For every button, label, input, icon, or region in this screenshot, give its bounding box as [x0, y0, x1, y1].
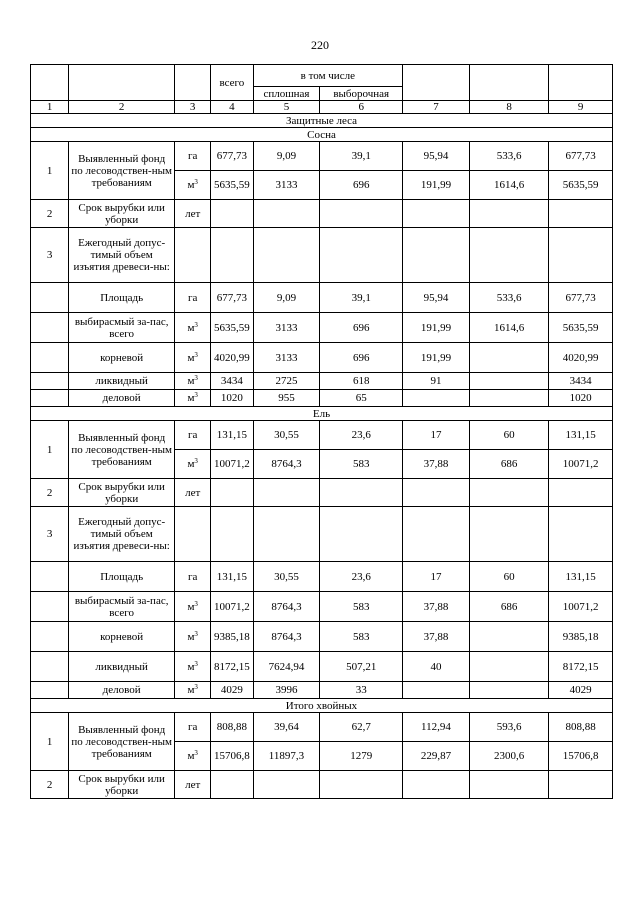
empty-cell — [549, 479, 613, 507]
empty-cell — [31, 373, 69, 390]
value-cell: 15706,8 — [549, 742, 613, 771]
unit-text: м — [187, 179, 195, 191]
value-cell: 5635,59 — [549, 313, 613, 343]
table-row — [31, 228, 613, 283]
value-cell: 533,6 — [469, 283, 549, 313]
value-cell — [403, 682, 470, 699]
unit-cell: лет — [175, 771, 211, 799]
row-number: 3 — [31, 507, 69, 562]
section-title-spruce: Ель — [31, 407, 613, 421]
value-cell: 9,09 — [253, 283, 320, 313]
value-cell: 3133 — [253, 171, 320, 200]
empty-cell — [211, 228, 253, 283]
empty-cell — [403, 771, 470, 799]
value-cell: 686 — [469, 450, 549, 479]
value-cell: 112,94 — [403, 713, 470, 742]
value-cell: 808,88 — [549, 713, 613, 742]
empty-cell — [31, 592, 69, 622]
unit-text: м — [187, 660, 195, 673]
empty-cell — [253, 771, 320, 799]
empty-cell — [253, 479, 320, 507]
value-cell: 3133 — [253, 313, 320, 343]
table-row — [31, 200, 613, 228]
value-cell: 10071,2 — [211, 592, 253, 622]
table-row — [31, 283, 613, 313]
value-cell: 677,73 — [549, 142, 613, 171]
empty-cell — [211, 479, 253, 507]
empty-cell — [253, 507, 320, 562]
unit-exponent: 3 — [194, 320, 198, 329]
unit-exponent: 3 — [194, 599, 198, 608]
value-cell: 131,15 — [211, 421, 253, 450]
row-number: 2 — [31, 200, 69, 228]
value-cell: 191,99 — [403, 343, 470, 373]
table-row — [31, 771, 613, 799]
empty-cell — [320, 771, 403, 799]
value-cell: 3133 — [253, 343, 320, 373]
value-cell: 191,99 — [403, 313, 470, 343]
value-cell: 60 — [469, 562, 549, 592]
value-cell: 39,1 — [320, 283, 403, 313]
value-cell: 8172,15 — [211, 652, 253, 682]
empty-cell — [175, 228, 211, 283]
empty-cell — [469, 479, 549, 507]
value-cell: 17 — [403, 421, 470, 450]
value-cell — [469, 682, 549, 699]
empty-cell — [469, 771, 549, 799]
table-row — [31, 652, 613, 682]
value-cell: 677,73 — [549, 283, 613, 313]
section-title-protective: Защитные леса — [31, 114, 613, 128]
value-cell: 696 — [320, 343, 403, 373]
section-title-pine: Сосна — [31, 128, 613, 142]
empty-cell — [31, 343, 69, 373]
header-empty — [175, 65, 211, 101]
empty-cell — [403, 200, 470, 228]
value-cell: 131,15 — [549, 562, 613, 592]
row-label: Площадь — [69, 283, 175, 313]
value-cell: 677,73 — [211, 142, 253, 171]
value-cell: 9385,18 — [549, 622, 613, 652]
unit-cell — [175, 373, 211, 390]
table-row — [31, 713, 613, 742]
row-label: корневой — [69, 622, 175, 652]
row-label: корневой — [69, 343, 175, 373]
row-label: выбирасмый за-пас, всего — [69, 592, 175, 622]
value-cell: 5635,59 — [549, 171, 613, 200]
empty-cell — [469, 228, 549, 283]
header-v-tom-chisle: в том числе — [253, 65, 402, 87]
value-cell: 9,09 — [253, 142, 320, 171]
column-number: 3 — [175, 101, 211, 114]
value-cell: 131,15 — [211, 562, 253, 592]
value-cell: 95,94 — [403, 283, 470, 313]
forest-fund-table — [30, 64, 613, 799]
table-row — [31, 562, 613, 592]
header-sploshnaya: сплошная — [253, 87, 320, 101]
empty-cell — [403, 479, 470, 507]
table-row — [31, 682, 613, 699]
empty-cell — [31, 283, 69, 313]
header-empty — [69, 65, 175, 101]
value-cell: 1020 — [211, 390, 253, 407]
empty-cell — [31, 622, 69, 652]
empty-cell — [253, 228, 320, 283]
row-label: Площадь — [69, 562, 175, 592]
value-cell: 10071,2 — [211, 450, 253, 479]
row-label: Ежегодный допус-тимый объем изъятия древеси-ны: — [69, 228, 175, 283]
table-row — [31, 142, 613, 171]
column-number: 4 — [211, 101, 253, 114]
value-cell — [469, 373, 549, 390]
empty-cell — [549, 228, 613, 283]
empty-cell — [211, 507, 253, 562]
value-cell: 4020,99 — [211, 343, 253, 373]
unit-cell: га — [175, 283, 211, 313]
empty-cell — [403, 228, 470, 283]
empty-cell — [403, 507, 470, 562]
value-cell: 9385,18 — [211, 622, 253, 652]
empty-cell — [549, 200, 613, 228]
column-number: 5 — [253, 101, 320, 114]
value-cell: 8172,15 — [549, 652, 613, 682]
unit-cell — [175, 450, 211, 479]
row-label: Выявленный фонд по лесоводствен-ным требованиям — [69, 142, 175, 200]
unit-cell — [175, 171, 211, 200]
row-number: 2 — [31, 479, 69, 507]
table-row — [31, 622, 613, 652]
row-number: 1 — [31, 142, 69, 200]
value-cell: 8764,3 — [253, 450, 320, 479]
empty-cell — [211, 771, 253, 799]
unit-exponent: 3 — [194, 629, 198, 638]
value-cell: 37,88 — [403, 622, 470, 652]
unit-exponent: 3 — [194, 749, 198, 757]
value-cell: 11897,3 — [253, 742, 320, 771]
value-cell: 4029 — [211, 682, 253, 699]
unit-cell — [175, 652, 211, 682]
value-cell: 23,6 — [320, 421, 403, 450]
row-label: Выявленный фонд по лесоводствен-ным требованиям — [69, 421, 175, 479]
value-cell: 40 — [403, 652, 470, 682]
header-empty — [549, 65, 613, 101]
empty-cell — [31, 313, 69, 343]
empty-cell — [549, 507, 613, 562]
unit-text: м — [187, 351, 195, 364]
value-cell: 39,1 — [320, 142, 403, 171]
unit-text: м — [187, 321, 195, 334]
unit-cell — [175, 682, 211, 699]
value-cell: 39,64 — [253, 713, 320, 742]
row-label: Срок вырубки или уборки — [69, 771, 175, 799]
column-number: 6 — [320, 101, 403, 114]
table-row — [31, 390, 613, 407]
unit-text: м — [187, 392, 195, 404]
value-cell: 3434 — [549, 373, 613, 390]
header-vsego: всего — [211, 65, 253, 101]
unit-cell: лет — [175, 479, 211, 507]
unit-text: м — [187, 375, 195, 387]
value-cell: 3996 — [253, 682, 320, 699]
column-number: 9 — [549, 101, 613, 114]
value-cell — [403, 390, 470, 407]
value-cell — [469, 390, 549, 407]
unit-text: м — [187, 458, 195, 470]
value-cell: 808,88 — [211, 713, 253, 742]
value-cell: 533,6 — [469, 142, 549, 171]
table-row — [31, 421, 613, 450]
unit-exponent: 3 — [194, 350, 198, 359]
value-cell: 33 — [320, 682, 403, 699]
unit-exponent: 3 — [194, 374, 198, 382]
row-number: 2 — [31, 771, 69, 799]
table-row — [31, 507, 613, 562]
value-cell: 10071,2 — [549, 592, 613, 622]
section-title-conifer-total: Итого хвойных — [31, 699, 613, 713]
unit-exponent: 3 — [194, 178, 198, 186]
value-cell: 2725 — [253, 373, 320, 390]
value-cell: 583 — [320, 622, 403, 652]
value-cell: 4020,99 — [549, 343, 613, 373]
value-cell: 30,55 — [253, 562, 320, 592]
empty-cell — [320, 228, 403, 283]
value-cell: 65 — [320, 390, 403, 407]
unit-cell — [175, 742, 211, 771]
value-cell: 1614,6 — [469, 171, 549, 200]
empty-cell — [31, 652, 69, 682]
value-cell: 2300,6 — [469, 742, 549, 771]
section-title-row — [31, 114, 613, 128]
header-vyborochnaya: выборочная — [320, 87, 403, 101]
table-row — [31, 373, 613, 390]
value-cell: 95,94 — [403, 142, 470, 171]
unit-text: м — [187, 600, 195, 613]
unit-exponent: 3 — [194, 683, 198, 691]
unit-cell: га — [175, 421, 211, 450]
unit-text: м — [187, 750, 195, 762]
value-cell: 8764,3 — [253, 622, 320, 652]
value-cell: 62,7 — [320, 713, 403, 742]
empty-cell — [549, 771, 613, 799]
row-label: Срок вырубки или уборки — [69, 479, 175, 507]
unit-cell — [175, 343, 211, 373]
row-label: ликвидный — [69, 652, 175, 682]
unit-text: м — [187, 684, 195, 696]
row-number: 3 — [31, 228, 69, 283]
section-title-row — [31, 699, 613, 713]
value-cell: 37,88 — [403, 592, 470, 622]
value-cell: 618 — [320, 373, 403, 390]
value-cell: 1020 — [549, 390, 613, 407]
value-cell: 23,6 — [320, 562, 403, 592]
page-number: 220 — [311, 38, 329, 52]
unit-cell: га — [175, 142, 211, 171]
unit-exponent: 3 — [194, 457, 198, 465]
value-cell: 1614,6 — [469, 313, 549, 343]
empty-cell — [469, 200, 549, 228]
unit-exponent: 3 — [194, 659, 198, 668]
unit-cell — [175, 390, 211, 407]
unit-text: м — [187, 630, 195, 643]
empty-cell — [320, 507, 403, 562]
row-label: Ежегодный допус-тимый объем изъятия древеси-ны: — [69, 507, 175, 562]
column-number: 8 — [469, 101, 549, 114]
header-empty — [403, 65, 470, 101]
column-number: 7 — [403, 101, 470, 114]
table-row — [31, 343, 613, 373]
row-label: ликвидный — [69, 373, 175, 390]
value-cell: 686 — [469, 592, 549, 622]
unit-cell: га — [175, 562, 211, 592]
column-number-row — [31, 101, 613, 114]
empty-cell — [31, 390, 69, 407]
table-row — [31, 479, 613, 507]
value-cell: 91 — [403, 373, 470, 390]
header-empty — [31, 65, 69, 101]
value-cell: 593,6 — [469, 713, 549, 742]
header-row — [31, 65, 613, 87]
empty-cell — [31, 562, 69, 592]
value-cell — [469, 343, 549, 373]
unit-cell — [175, 592, 211, 622]
empty-cell — [211, 200, 253, 228]
value-cell: 583 — [320, 450, 403, 479]
column-number: 2 — [69, 101, 175, 114]
value-cell: 696 — [320, 171, 403, 200]
value-cell: 696 — [320, 313, 403, 343]
value-cell — [469, 622, 549, 652]
unit-cell — [175, 313, 211, 343]
value-cell: 5635,59 — [211, 313, 253, 343]
row-label: деловой — [69, 390, 175, 407]
value-cell: 5635,59 — [211, 171, 253, 200]
value-cell: 60 — [469, 421, 549, 450]
value-cell: 507,21 — [320, 652, 403, 682]
row-number: 1 — [31, 421, 69, 479]
empty-cell — [320, 200, 403, 228]
empty-cell — [320, 479, 403, 507]
value-cell — [469, 652, 549, 682]
empty-cell — [253, 200, 320, 228]
value-cell: 1279 — [320, 742, 403, 771]
value-cell: 4029 — [549, 682, 613, 699]
header-empty — [469, 65, 549, 101]
empty-cell — [31, 682, 69, 699]
value-cell: 677,73 — [211, 283, 253, 313]
value-cell: 191,99 — [403, 171, 470, 200]
row-label: Выявленный фонд по лесоводствен-ным требованиям — [69, 713, 175, 771]
column-number: 1 — [31, 101, 69, 114]
value-cell: 229,87 — [403, 742, 470, 771]
row-label: выбирасмый за-пас, всего — [69, 313, 175, 343]
section-title-row — [31, 407, 613, 421]
value-cell: 30,55 — [253, 421, 320, 450]
unit-cell: лет — [175, 200, 211, 228]
value-cell: 15706,8 — [211, 742, 253, 771]
table-row — [31, 592, 613, 622]
value-cell: 10071,2 — [549, 450, 613, 479]
unit-cell: га — [175, 713, 211, 742]
table-row — [31, 313, 613, 343]
value-cell: 955 — [253, 390, 320, 407]
value-cell: 3434 — [211, 373, 253, 390]
value-cell: 131,15 — [549, 421, 613, 450]
row-label: Срок вырубки или уборки — [69, 200, 175, 228]
value-cell: 17 — [403, 562, 470, 592]
value-cell: 8764,3 — [253, 592, 320, 622]
unit-cell — [175, 622, 211, 652]
empty-cell — [469, 507, 549, 562]
value-cell: 37,88 — [403, 450, 470, 479]
row-number: 1 — [31, 713, 69, 771]
empty-cell — [175, 507, 211, 562]
row-label: деловой — [69, 682, 175, 699]
section-title-row — [31, 128, 613, 142]
unit-exponent: 3 — [194, 391, 198, 399]
value-cell: 7624,94 — [253, 652, 320, 682]
value-cell: 583 — [320, 592, 403, 622]
